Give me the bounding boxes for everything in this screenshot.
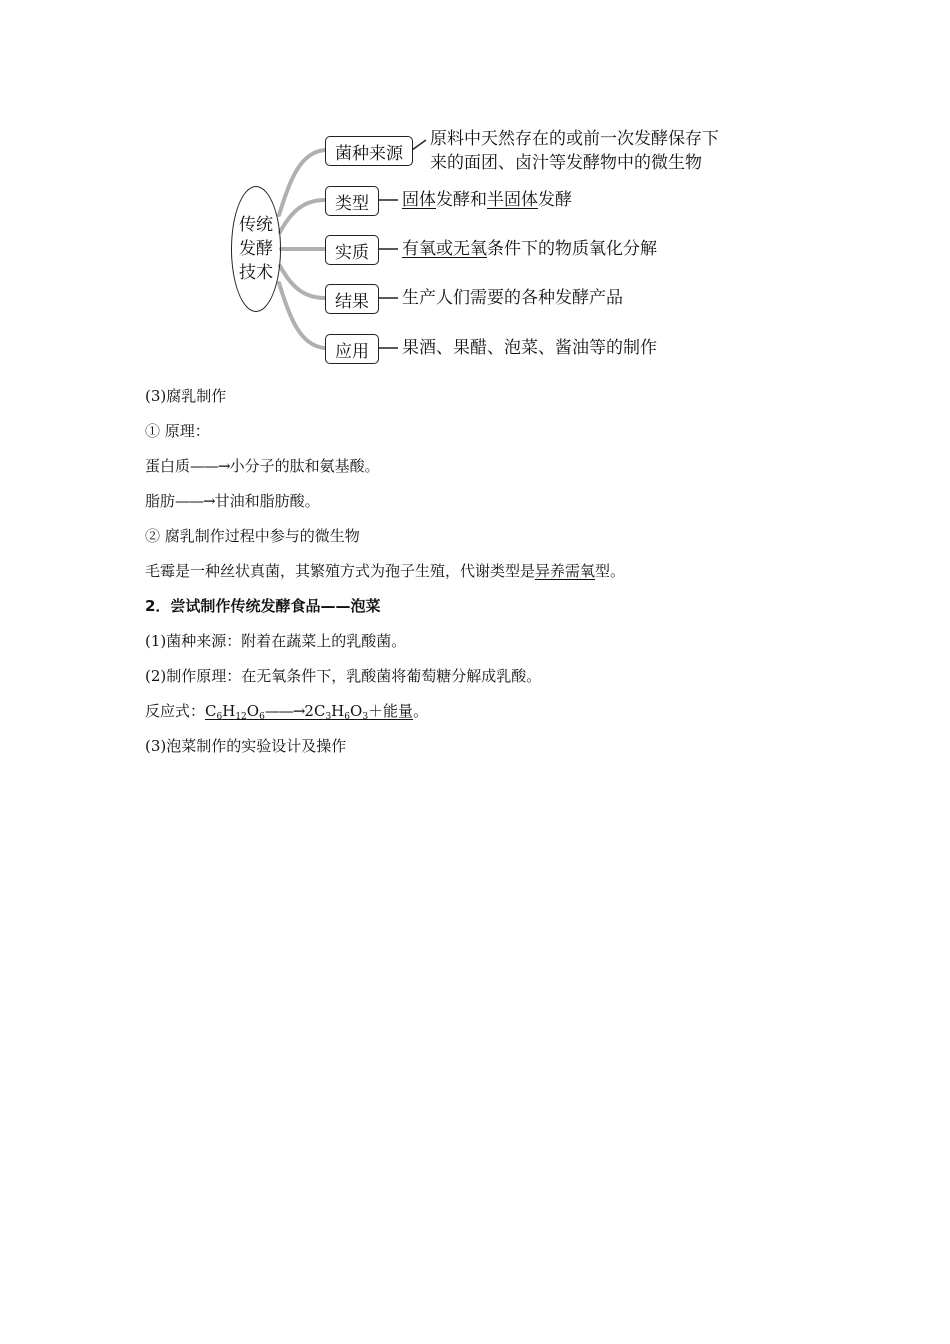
type-solid: 固体: [402, 190, 436, 210]
fat-text: 脂肪: [145, 492, 176, 510]
branch-label-essence: 实质: [325, 235, 379, 265]
essence-condition: 有氧或无氧: [402, 239, 487, 259]
reaction-end: 。: [413, 702, 429, 720]
essence-rest: 条件下的物质氧化分解: [487, 239, 657, 259]
fat-product: 甘油和脂肪酸。: [214, 492, 320, 510]
reaction-label: 反应式：: [145, 702, 206, 720]
type-semisolid: 半固体: [487, 190, 538, 210]
principle-heading: ① 原理：: [145, 422, 210, 440]
branch-label-application: 应用: [325, 334, 379, 364]
section-sufu: (3)腐乳制作: [145, 387, 227, 405]
protein-text: 蛋白质: [145, 457, 191, 475]
fat-line: [145, 491, 320, 511]
connector-1: [412, 140, 426, 150]
branch-label-result: 结果: [325, 284, 379, 314]
source-line-2: 来的面团、卤汁等发酵物中的微生物: [430, 153, 702, 173]
branch-text-source: [430, 127, 719, 175]
branch-line-4: [280, 266, 325, 298]
center-node: [231, 186, 281, 312]
microbe-heading: ② 腐乳制作过程中参与的微生物: [145, 527, 360, 545]
protein-product: 小分子的肽和氨基酸。: [229, 457, 380, 475]
branch-text-essence: [402, 237, 657, 261]
branch-label-source: 菌种来源: [325, 136, 413, 166]
protein-line: [145, 456, 380, 476]
branch-text-application: 果酒、果醋、泡菜、酱油等的制作: [402, 338, 657, 358]
pickle-source: (1)菌种来源：附着在蔬菜上的乳酸菌。: [145, 632, 407, 650]
pickle-principle: (2)制作原理：在无氧条件下，乳酸菌将葡萄糖分解成乳酸。: [145, 667, 542, 685]
mucor-text: 毛霉是一种丝状真菌，其繁殖方式为孢子生殖，代谢类型是: [145, 562, 536, 580]
arrow-icon: ——→: [190, 457, 230, 475]
mucor-line: [145, 561, 625, 581]
center-line-2: 发酵: [239, 239, 273, 259]
section-pickle: 2．尝试制作传统发酵食品——泡菜: [145, 597, 381, 615]
reaction-line: [145, 701, 428, 721]
type-mid: 发酵和: [436, 190, 487, 210]
branch-text-result: 生产人们需要的各种发酵产品: [402, 288, 623, 308]
source-line-1: 原料中天然存在的或前一次发酵保存下: [430, 129, 719, 149]
arrow-icon: ——→: [175, 492, 215, 510]
type-end: 发酵: [538, 190, 572, 210]
arrow-icon: ——→: [264, 702, 305, 720]
pickle-experiment: (3)泡菜制作的实验设计及操作: [145, 737, 347, 755]
center-line-3: 技术: [239, 263, 273, 283]
branch-line-2: [280, 200, 325, 232]
mucor-end: 型。: [595, 562, 626, 580]
branch-label-type: 类型: [325, 186, 379, 216]
mucor-answer: 异养需氧: [535, 562, 596, 580]
concept-map: [0, 0, 950, 380]
reaction-equation: $C_6H_{12}O_6——\to 2C_3H_6O_3+$能量: [205, 702, 414, 722]
center-line-1: 传统: [239, 215, 273, 235]
branch-text-type: [402, 188, 572, 212]
